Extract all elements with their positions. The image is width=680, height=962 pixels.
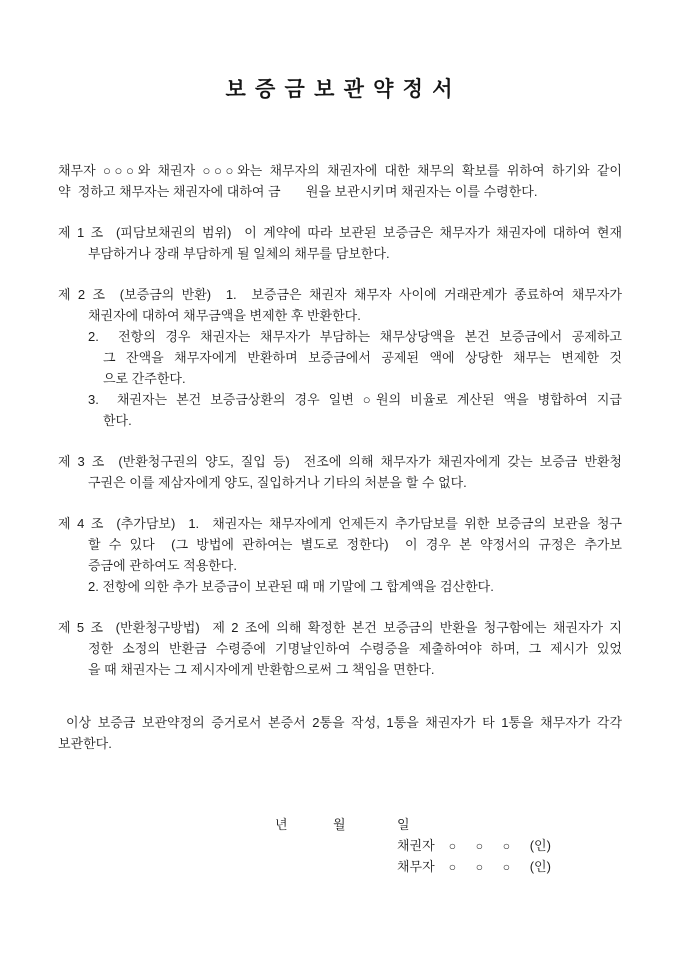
text-line: 채권자에 대하여 채무금액을 변제한 후 반환한다. — [88, 308, 361, 323]
day-label: 일 — [397, 817, 410, 832]
page-title: 보 증 금 보 관 약 정 서 — [225, 77, 455, 101]
text-line: 을 때 채권자는 그 제시자에게 반환함으로써 그 책임을 면한다. — [88, 662, 435, 677]
article-1 — [58, 222, 622, 264]
signature-block — [58, 814, 622, 877]
signature-rows — [397, 835, 622, 877]
article-5 — [58, 617, 622, 680]
signer-role-label: 채무자 — [397, 859, 435, 874]
text-line: 제 3 조 (반환청구권의 양도, 질입 등) 전조에 의해 채무자가 채권자에게 갖는 보증금 반환청 — [58, 454, 622, 469]
text-line: 으로 간주한다. — [103, 371, 186, 386]
article-3 — [58, 451, 622, 493]
text-line: 정한 소정의 반환금 수령증에 기명날인하여 수령증을 제출하여야 하며, 그 제시가 있었 — [88, 641, 622, 656]
closing-paragraph — [58, 712, 622, 754]
text-line: 제 2 조 (보증금의 반환) 1. 보증금은 채권자 채무자 사이에 거래관계가 종료하여 채무자가 — [58, 287, 622, 302]
text-line: 그 잔액을 채무자에게 반환하며 보증금에서 공제된 액에 상당한 채무는 변제한 것 — [103, 350, 622, 365]
intro-paragraph — [58, 160, 622, 202]
text-line: 구권은 이를 제삼자에게 양도, 질입하거나 기타의 처분을 할 수 없다. — [88, 475, 467, 490]
name-placeholder-circle: ○ — [448, 860, 456, 874]
name-placeholder-circle: ○ — [448, 839, 456, 853]
text-line: 할 수 있다 (그 방법에 관하여는 별도로 정한다) 이 경우 본 약정서의 규정은 추가보 — [88, 537, 622, 552]
signature-row-creditor — [397, 835, 622, 856]
month-label: 월 — [333, 817, 346, 832]
name-placeholder-circle: ○ — [502, 839, 510, 853]
seal-mark: (인) — [529, 838, 551, 853]
name-placeholder-circle: ○ — [502, 860, 510, 874]
document-body — [58, 160, 622, 754]
text-line: 제 5 조 (반환청구방법) 제 2 조에 의해 확정한 본건 보증금의 반환을 청구함에는 채권자가 지 — [58, 620, 622, 635]
article-2 — [58, 284, 622, 431]
signer-role-label: 채권자 — [397, 838, 435, 853]
name-placeholder-circle: ○ — [475, 860, 483, 874]
signature-row-debtor — [397, 856, 622, 877]
text-line: 부담하거나 장래 부담하게 될 일체의 채무를 담보한다. — [88, 246, 390, 261]
year-label: 년 — [275, 817, 288, 832]
article-4 — [58, 513, 622, 597]
seal-mark: (인) — [529, 859, 551, 874]
text-line: 약 정하고 채무자는 채권자에 대하여 금 원을 보관시키며 채권자는 이를 수령한다. — [58, 184, 538, 199]
text-line: 증금에 관하여도 적용한다. — [88, 558, 237, 573]
text-line: 채무자 ○○○와 채권자 ○○○와는 채무자의 채권자에 대한 채무의 확보를 위하여 하기와 같이 — [58, 163, 622, 178]
text-line: 제 4 조 (추가담보) 1. 채권자는 채무자에게 언제든지 추가담보를 위한 보증금의 보관을 청구 — [58, 516, 622, 531]
text-line: 2. 전항의 경우 채권자는 채무자가 부담하는 채무상당액을 본건 보증금에서 공제하고 — [88, 329, 622, 344]
text-line: 이상 보증금 보관약정의 증거로서 본증서 2통을 작성, 1통을 채권자가 타 1통을 채무자가 각각 — [66, 715, 622, 730]
text-line: 한다. — [103, 413, 132, 428]
text-line: 3. 채권자는 본건 보증금상환의 경우 일변 ○원의 비율로 계산된 액을 병합하여 지급 — [88, 392, 622, 407]
date-line — [275, 814, 622, 835]
text-line: 보관한다. — [58, 736, 112, 751]
name-placeholder-circle: ○ — [475, 839, 483, 853]
text-line: 제 1 조 (피담보채권의 범위) 이 계약에 따라 보관된 보증금은 채무자가 채권자에 대하여 현재 — [58, 225, 622, 240]
text-line: 2. 전항에 의한 추가 보증금이 보관된 때 매 기말에 그 합계액을 검산한다. — [88, 579, 494, 594]
